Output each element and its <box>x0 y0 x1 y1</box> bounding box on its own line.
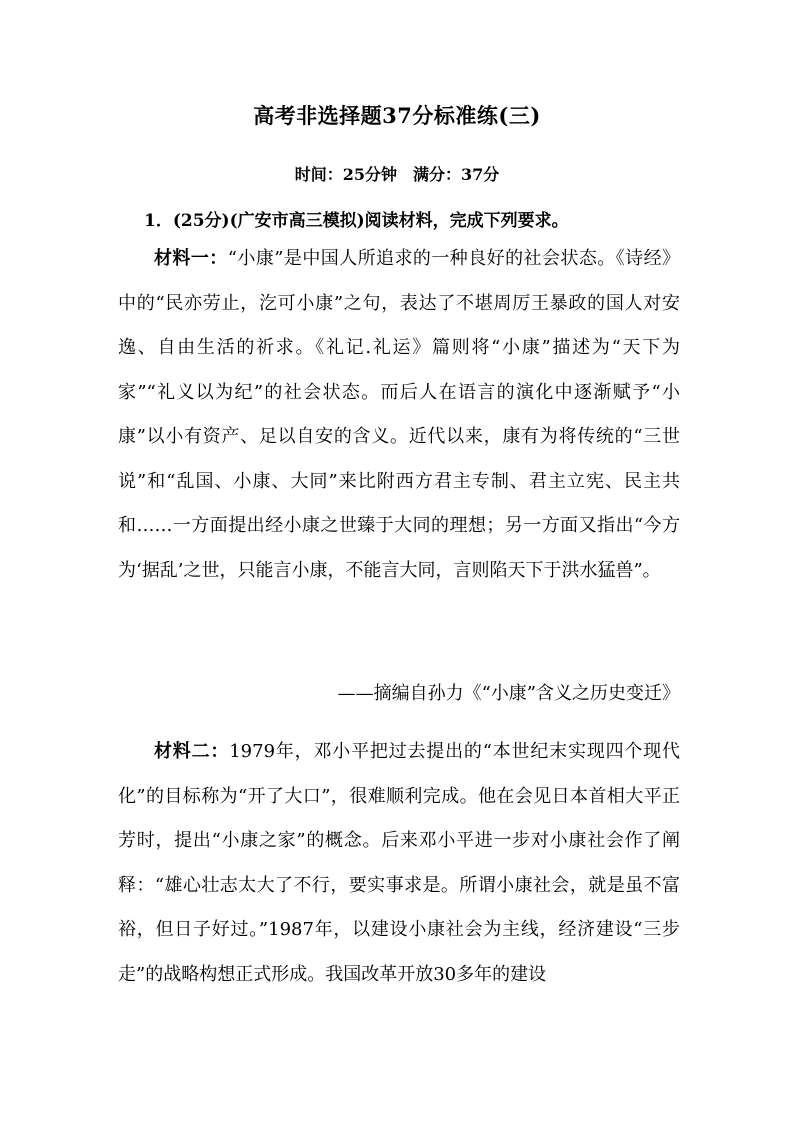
question-1-prompt: 1．(25分)(广安市高三模拟)阅读材料，完成下列要求。 <box>144 211 569 231</box>
material-1-source: ——摘编自孙力《“小康”含义之历史变迁》 <box>337 683 680 704</box>
material-2-label: 材料二： <box>154 741 230 762</box>
page-title: 高考非选择题37分标准练(三) <box>253 103 541 128</box>
material-1-paragraph <box>118 237 680 593</box>
material-1-label: 材料一： <box>154 248 228 269</box>
exam-time-info: 时间：25分钟 满分：37分 <box>294 165 500 184</box>
material-2-text: 1979年，邓小平把过去提出的“本世纪末实现四个现代化”的目标称为“开了大口”，很难顺利完成。他在会见日本首相大平正芳时，提出“小康之家”的概念。后来邓小平进一步对小康社会作了阐释：“雄心壮志太大了不行，要实事求是。所谓小康社会，就是虽不富裕，但日子好过。”1987年，以建设小康社会为主线，经济建设“三步走”的战略构想正式形成。我国改革开放30多年的建设 <box>118 741 680 985</box>
material-2-paragraph <box>118 730 680 997</box>
material-1-text: “小康”是中国人所追求的一种良好的社会状态。《诗经》中的“民亦劳止，汔可小康”之句，表达了不堪周厉王暴政的国人对安逸、自由生活的祈求。《礼记.礼运》篇则将“小康”描述为“天下为家”“礼义以为纪”的社会状态。而后人在语言的演化中逐渐赋予“小康”以小有资产、足以自安的含义。近代以来，康有为将传统的“三世说”和“乱国、小康、大同”来比附西方君主专制、君主立宪、民主共和……一方面提出经小康之世臻于大同的理想；另一方面又指出“今方为‘据乱’之世，只能言小康，不能言大同，言则陷天下于洪水猛兽”。 <box>118 248 681 581</box>
